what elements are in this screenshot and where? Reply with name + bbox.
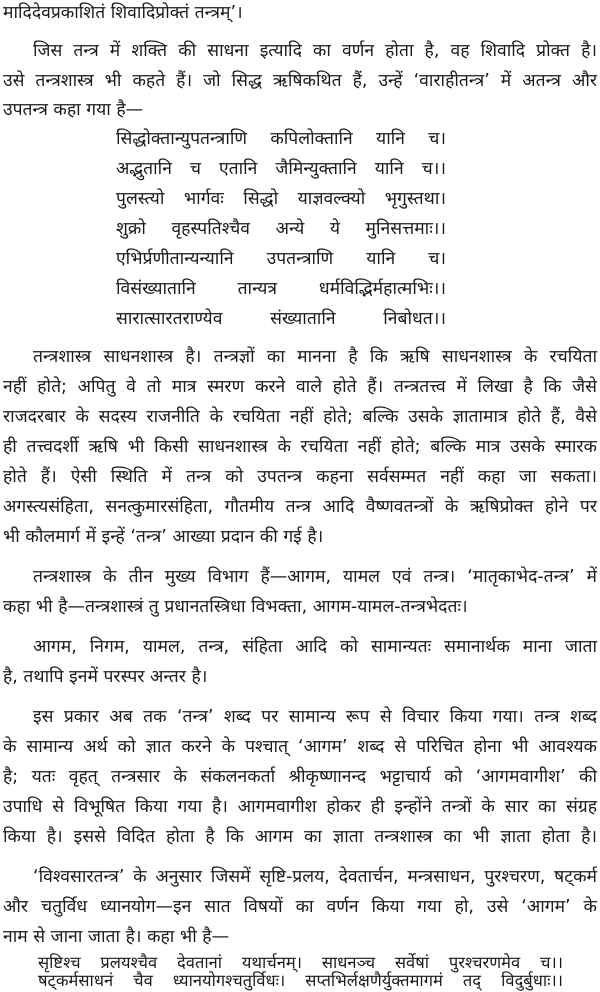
paragraph-line: तन्त्रशास्त्र के तीन मुख्य विभाग हैं—आगम, यामल एवं तन्त्र। ‘मातृकाभेद-तन्त्र’ में <box>33 567 597 587</box>
paragraph-line: है; यतः वृहत् तन्त्रसार के संकलनकर्ता श्रीकृष्णानन्द भट्टाचार्य को ‘आगमवागीश’ की <box>3 767 597 787</box>
paragraph-line: और चतुर्विध ध्यानयोग—इन सात विषयों का वर्णन किया गया हो, उसे ‘आगम’ के <box>3 897 597 917</box>
verse-line: षट्कर्मसाधनं चैव ध्यानयोगश्चतुर्विधः। सप्तभिर्लक्षणैर्युक्तमागमं तद् विदुर्बुधाः।। <box>38 971 563 990</box>
paragraph-line: उसे तन्त्रशास्त्र भी कहते हैं। जो सिद्ध ऋषिकथित हैं, उन्हें ‘वाराहीतन्त्र’ में अतन्त्र और <box>3 71 597 91</box>
paragraph-line: राजदरबार के सदस्य राजनीति के रचयिता नहीं होते; बल्कि उसके ज्ञातामात्र होते हैं, वैसे <box>3 407 597 427</box>
paragraph-line: किया है। इससे विदित होता है कि आगम का ज्ञाता तन्त्रशास्त्र का भी ज्ञाता होता है। <box>3 827 597 847</box>
paragraph-line: ‘विश्वसारतन्त्र’ के अनुसार जिसमें सृष्टि-प्रलय, देवतार्चन, मन्त्रसाधन, पुरश्चरण, षट्कर्म <box>33 867 597 887</box>
paragraph-line: तन्त्रशास्त्र साधनशास्त्र है। तन्त्रज्ञों का मानना है कि ऋषि साधनशास्त्र के रचयिता <box>33 347 597 367</box>
verse-line: एभिर्प्रणीतान्यन्यानि उपतन्त्राणि यानि च। <box>116 249 446 269</box>
verse-line: सिद्धोक्तान्युपतन्त्राणि कपिलोक्तानि यानि च। <box>116 129 446 149</box>
opening-line: मादिदेवप्रकाशितं शिवादिप्रोक्तं तन्त्रम्’। <box>3 3 243 23</box>
paragraph-line: ही तत्त्वदर्शी ऋषि भी किसी साधनशास्त्र के रचयिता नहीं होते; बल्कि मात्र उसके स्मारक <box>3 437 597 457</box>
paragraph-line: उपतन्त्र कहा गया है— <box>3 100 144 120</box>
paragraph-line: होते हैं। ऐसी स्थिति में तन्त्र को उपतन्त्र कहना सर्वसम्मत नहीं कहा जा सकता। <box>3 467 597 487</box>
paragraph-line: भी कौलमार्ग में इन्हें ‘तन्त्र’ आख्या प्रदान की गई है। <box>3 527 324 547</box>
verse-line: शुक्रो वृहस्पतिश्चैव अन्ये ये मुनिसत्तमाः।। <box>116 219 446 239</box>
paragraph-line: इस प्रकार अब तक ‘तन्त्र’ शब्द पर सामान्य रूप से विचार किया गया। तन्त्र शब्द <box>33 707 597 727</box>
paragraph-line: है, तथापि इनमें परस्पर अन्तर है। <box>3 667 208 687</box>
verse-line: विसंख्यातानि तान्यत्र धर्मविद्भिर्महात्मभिः।। <box>116 279 446 299</box>
verse-line: सृष्टिश्च प्रलयश्चैव देवतानां यथार्चनम्। साधनञ्च सर्वेषां पुरश्चरणमेव च।। <box>38 953 563 972</box>
paragraph-line: उपाधि से विभूषित किया गया है। आगमवागीश होकर ही इन्होंने तन्त्रों के सार का संग्रह <box>3 797 597 817</box>
verse-line: अद्भुतानि च एतानि जैमिन्युक्तानि यानि च।। <box>116 159 446 179</box>
paragraph-line: जिस तन्त्र में शक्ति की साधना इत्यादि का वर्णन होता है, वह शिवादि प्रोक्त है। <box>33 41 597 61</box>
verse-line: पुलस्त्यो भार्गवः सिद्धो याज्ञवल्क्यो भृगुस्तथा। <box>116 189 446 209</box>
paragraph-line: के सामान्य अर्थ को ज्ञात करने के पश्चात् ‘आगम’ शब्द से परिचित होना भी आवश्यक <box>3 737 597 757</box>
paragraph-line: अगस्त्यसंहिता, सनत्कुमारसंहिता, गौतमीय तन्त्र आदि वैष्णवतन्त्रों के ऋषिप्रोक्त होने पर <box>3 497 597 517</box>
verse-line: सारात्सारतराण्येव संख्यातानि निबोधत।। <box>116 309 446 329</box>
paragraph-line: नाम से जाना जाता है। कहा भी है— <box>3 927 230 947</box>
paragraph-line: आगम, निगम, यामल, तन्त्र, संहिता आदि को सामान्यतः समानार्थक माना जाता <box>33 637 597 657</box>
paragraph-line: नहीं होते; अपितु वे तो मात्र स्मरण करने वाले होते हैं। तन्त्रतत्त्व में लिखा है कि जैसे <box>3 377 597 397</box>
paragraph-line: कहा भी है—तन्त्रशास्त्रं तु प्रधानतस्त्रिधा विभक्ता, आगम-यामल-तन्त्रभेदतः। <box>3 597 468 617</box>
